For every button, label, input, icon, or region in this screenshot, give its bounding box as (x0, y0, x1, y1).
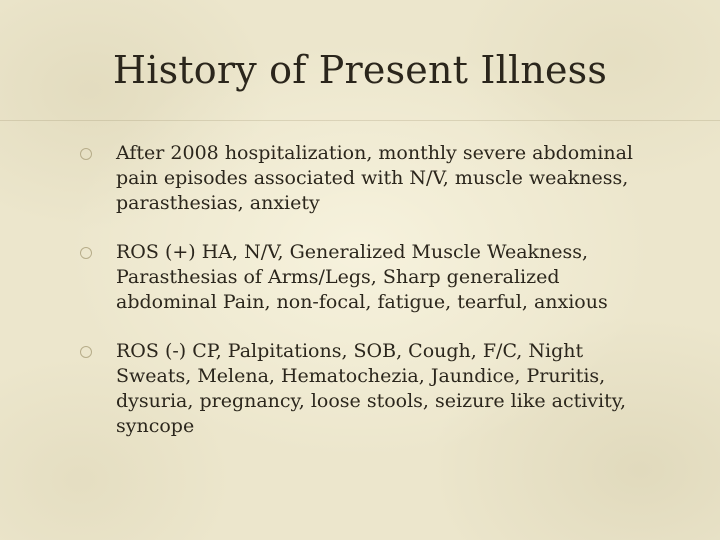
hollow-circle-icon (80, 346, 92, 358)
bullet-list (80, 141, 640, 463)
bullet-item (80, 240, 640, 315)
bullet-item (80, 339, 640, 439)
bullet-text: ROS (+) HA, N/V, Generalized Muscle Weakness, Parasthesias of Arms/Legs, Sharp generalized abdominal Pain, non-focal, fatigue, tearful, anxious (116, 241, 608, 313)
bullet-item (80, 141, 640, 216)
bullet-text: After 2008 hospitalization, monthly severe abdominal pain episodes associated with N/V, muscle weakness, parasthesias, anxiety (116, 142, 633, 214)
bullet-text: ROS (-) CP, Palpitations, SOB, Cough, F/C, Night Sweats, Melena, Hematochezia, Jaundice, Pruritis, dysuria, pregnancy, loose stools, seizure like activity, syncope (116, 340, 627, 437)
slide-title: History of Present Illness (112, 48, 608, 92)
hollow-circle-icon (80, 247, 92, 259)
title-divider (0, 120, 720, 121)
hollow-circle-icon (80, 148, 92, 160)
